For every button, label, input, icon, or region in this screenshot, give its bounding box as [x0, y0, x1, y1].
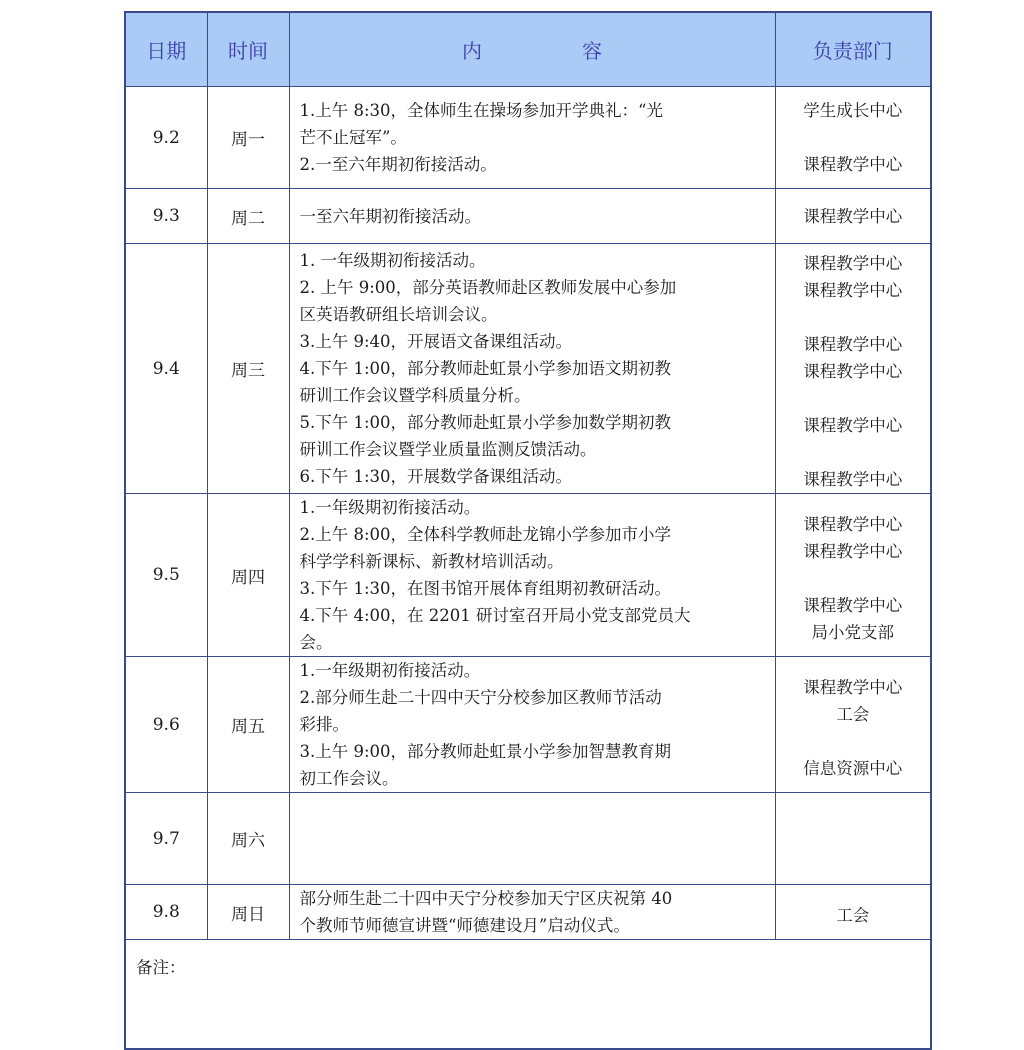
dept-line: 课程教学中心 [803, 155, 903, 174]
row-day: 周四 [207, 494, 289, 657]
dept-line: 课程教学中心 [803, 206, 903, 226]
row-date: 9.2 [125, 87, 207, 189]
header-date: 日期 [125, 12, 207, 87]
row-dept [775, 189, 931, 244]
row-content [289, 793, 775, 885]
header-content: 内容 [289, 12, 775, 87]
dept-line: 课程教学中心 [803, 470, 903, 489]
content-line: 4.下午 4:00，在 2201 研讨室召开局小党支部党员大 [299, 606, 691, 625]
content-line: 区英语教研组长培训会议。 [299, 305, 498, 324]
table-row [125, 657, 931, 793]
row-day: 周二 [207, 189, 289, 244]
content-line: 1.上午 8:30，全体师生在操场参加开学典礼：“光 [299, 101, 663, 120]
dept-line: 课程教学中心 [803, 541, 903, 561]
row-dept [775, 885, 931, 940]
row-date: 9.3 [125, 189, 207, 244]
content-line: 2.上午 8:00，全体科学教师赴龙锦小学参加市小学 [299, 525, 672, 544]
content-line: 个教师节师德宣讲暨“师德建设月”启动仪式。 [299, 916, 630, 935]
content-line: 2.部分师生赴二十四中天宁分校参加区教师节活动 [299, 688, 662, 707]
header-row [125, 12, 931, 87]
row-dept [775, 793, 931, 885]
dept-line: 课程教学中心 [803, 677, 903, 697]
content-line: 研训工作会议暨学科质量分析。 [299, 386, 531, 405]
table-row [125, 885, 931, 940]
row-date: 9.5 [125, 494, 207, 657]
content-line: 研训工作会议暨学业质量监测反馈活动。 [299, 440, 597, 459]
dept-line: 学生成长中心 [803, 101, 903, 120]
row-date: 9.6 [125, 657, 207, 793]
row-day: 周六 [207, 793, 289, 885]
dept-line: 课程教学中心 [803, 595, 903, 615]
header-time: 时间 [207, 12, 289, 87]
row-content [289, 87, 775, 189]
table-row [125, 87, 931, 189]
dept-line: 课程教学中心 [803, 335, 903, 354]
content-line: 芒不止冠军”。 [299, 128, 407, 147]
row-day: 周三 [207, 244, 289, 494]
note-row [125, 940, 931, 1050]
row-dept [775, 494, 931, 657]
dept-line: 课程教学中心 [803, 281, 903, 300]
content-line: 彩排。 [299, 715, 349, 734]
dept-line: 信息资源中心 [803, 758, 903, 778]
row-day: 周五 [207, 657, 289, 793]
content-line: 1.一年级期初衔接活动。 [299, 498, 481, 517]
table-row [125, 189, 931, 244]
content-line: 部分师生赴二十四中天宁分校参加天宁区庆祝第 40 [299, 889, 673, 908]
dept-line: 局小党支部 [811, 622, 894, 642]
row-content [289, 189, 775, 244]
row-dept [775, 87, 931, 189]
row-day: 周一 [207, 87, 289, 189]
row-content [289, 244, 775, 494]
note-label: 备注： [125, 940, 931, 1050]
row-day: 周日 [207, 885, 289, 940]
content-line: 科学学科新课标、新教材培训活动。 [299, 552, 564, 571]
schedule-table [124, 11, 932, 1050]
row-date: 9.7 [125, 793, 207, 885]
content-line: 4.下午 1:00，部分教师赴虹景小学参加语文期初教 [299, 359, 672, 378]
content-line: 6.下午 1:30，开展数学备课组活动。 [299, 467, 573, 486]
content-line: 一至六年期初衔接活动。 [299, 206, 481, 226]
row-content [289, 657, 775, 793]
header-dept: 负责部门 [775, 12, 931, 87]
row-dept [775, 657, 931, 793]
content-line: 3.下午 1:30，在图书馆开展体育组期初教研活动。 [299, 579, 672, 598]
row-dept [775, 244, 931, 494]
dept-line: 课程教学中心 [803, 514, 903, 534]
table-row [125, 494, 931, 657]
content-line: 5.下午 1:00，部分教师赴虹景小学参加数学期初教 [299, 413, 672, 432]
row-date: 9.8 [125, 885, 207, 940]
content-line: 2.一至六年期初衔接活动。 [299, 155, 497, 174]
content-line: 1. 一年级期初衔接活动。 [299, 251, 486, 270]
content-line: 2. 上午 9:00，部分英语教师赴区教师发展中心参加 [299, 278, 677, 297]
dept-line: 课程教学中心 [803, 254, 903, 273]
content-line: 3.上午 9:40，开展语文备课组活动。 [299, 332, 573, 351]
content-line: 1.一年级期初衔接活动。 [299, 661, 481, 680]
content-line: 3.上午 9:00，部分教师赴虹景小学参加智慧教育期 [299, 742, 672, 761]
dept-line: 课程教学中心 [803, 416, 903, 435]
dept-line: 工会 [836, 704, 870, 724]
row-content [289, 494, 775, 657]
dept-line: 工会 [836, 905, 870, 925]
content-line: 会。 [299, 633, 333, 652]
content-line: 初工作会议。 [299, 769, 399, 788]
table-row [125, 793, 931, 885]
row-content [289, 885, 775, 940]
dept-line: 课程教学中心 [803, 362, 903, 381]
table-row [125, 244, 931, 494]
row-date: 9.4 [125, 244, 207, 494]
schedule-body [125, 87, 931, 940]
